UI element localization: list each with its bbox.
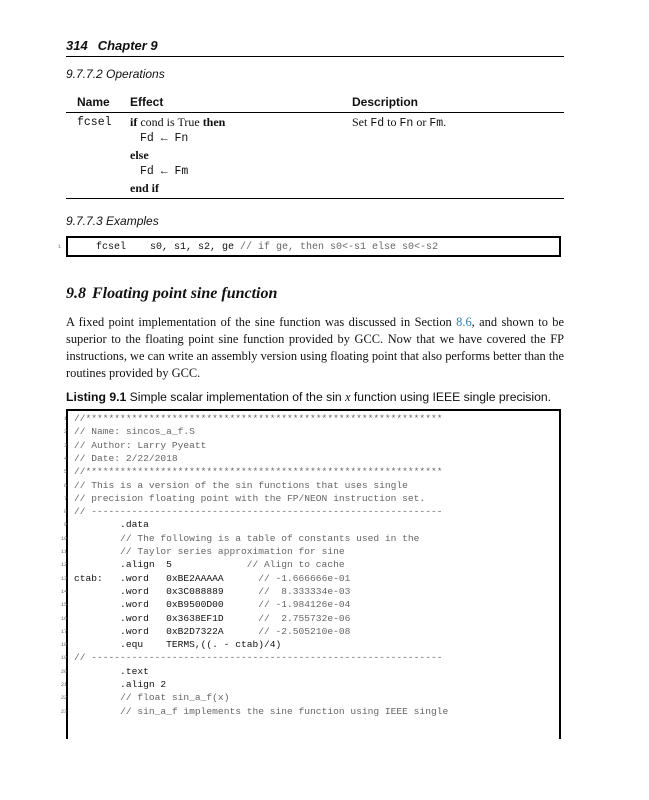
listing-label: Listing 9.1 — [66, 390, 127, 404]
example-line-number: 1 — [58, 244, 62, 250]
code-comment: // Align to cache — [246, 559, 345, 571]
code-line — [74, 533, 419, 544]
section-reference-link[interactable]: 8.6 — [456, 315, 472, 329]
code-line-number: 15 — [60, 602, 67, 609]
code-text: .word 0x3C088889 — [74, 585, 259, 597]
code-line — [74, 440, 206, 451]
code-line-number: 11 — [60, 549, 67, 555]
keyword-else: else — [130, 148, 149, 162]
instruction-name: fcsel — [77, 116, 112, 129]
code-text — [74, 706, 120, 717]
column-header-description: Description — [352, 95, 419, 109]
chapter-label: Chapter 9 — [97, 38, 158, 53]
desc-to: to — [384, 115, 400, 129]
column-header-name: Name — [77, 95, 110, 109]
code-line-number: 20 — [60, 668, 67, 675]
code-comment: // precision floating point with the FP/NEON instruction set. — [74, 492, 426, 504]
code-line-number: 14 — [60, 588, 67, 595]
code-line-number: 9 — [63, 522, 67, 529]
keyword-end-if: end if — [130, 181, 160, 195]
description-text — [352, 115, 446, 130]
code-comment: // ------------------------------------------------------------- — [74, 652, 443, 664]
code-comment: // 8.333334e-03 — [258, 585, 351, 597]
operations-heading: 9.7.7.2 Operations — [66, 67, 165, 81]
listing-caption — [66, 390, 551, 405]
example-code-box — [66, 236, 561, 257]
section-number: 9.8 — [66, 285, 86, 302]
code-line — [74, 586, 350, 597]
caption-before: Simple scalar implementation of the sin — [129, 390, 342, 404]
desc-or: or — [413, 115, 430, 129]
caption-var: x — [345, 390, 351, 404]
code-line-number: 19 — [60, 655, 67, 662]
code-line-number: 6 — [63, 482, 67, 489]
example-code: fcsel s0, s1, s2, ge — [96, 242, 241, 253]
code-line — [74, 573, 350, 584]
code-line — [74, 639, 281, 650]
code-text: ctab: .word 0xBE2AAAAA — [74, 572, 259, 584]
code-line — [74, 666, 149, 677]
code-comment: // The following is a table of constants used in the — [120, 532, 420, 544]
code-comment: // Date: 2/22/2018 — [74, 452, 178, 464]
page-number: 314 — [66, 38, 88, 53]
column-header-effect: Effect — [130, 95, 164, 109]
code-line-number: 8 — [63, 509, 67, 516]
code-comment: // float sin_a_f(x) — [120, 692, 230, 704]
caption-after: function using IEEE single precision. — [350, 390, 552, 404]
code-line — [74, 613, 350, 624]
code-line — [74, 466, 442, 477]
listing-code-box — [60, 409, 561, 739]
code-line-number: 22 — [60, 695, 67, 702]
code-line-number: 7 — [63, 495, 67, 502]
code-text: .align 2 — [74, 679, 167, 690]
section-title-text: Floating point sine function — [92, 285, 278, 302]
code-line — [74, 480, 408, 491]
code-line-number: 3 — [63, 442, 67, 449]
code-line — [74, 413, 442, 424]
code-line-number: 17 — [60, 628, 67, 635]
code-text: .word 0xB2D7322A — [74, 625, 259, 637]
keyword-then: then — [202, 115, 226, 129]
example-comment: // if ge, then s0<-s1 else s0<-s2 — [240, 242, 439, 253]
code-comment: // Author: Larry Pyeatt — [74, 439, 207, 451]
desc-fm: Fm — [429, 117, 444, 130]
code-line-number: 12 — [60, 562, 67, 569]
keyword-if: if — [130, 115, 138, 129]
running-header — [66, 38, 158, 53]
table-rule-bottom — [66, 198, 564, 199]
code-line — [74, 506, 442, 517]
code-comment: // ------------------------------------------------------------- — [74, 506, 443, 518]
code-text: .text — [74, 665, 149, 677]
code-line — [74, 626, 350, 637]
code-comment: // -1.666666e-01 — [258, 572, 351, 584]
code-text: .align 5 — [74, 559, 247, 571]
code-line — [74, 519, 149, 530]
code-text — [74, 533, 120, 544]
example-code-line — [96, 242, 438, 253]
code-line-number: 13 — [60, 575, 67, 582]
code-text: .equ TERMS,((. - ctab)/4) — [74, 639, 282, 651]
code-line-number: 4 — [63, 455, 67, 462]
paragraph-part-2: , and shown to be superior to the floating point sine function provided by GCC. Now that we have covered the FP instructions, we can write an assembly version using floating point that also performs better than the routines provided by GCC. — [66, 315, 564, 380]
code-line — [74, 652, 442, 663]
code-line-number: 16 — [60, 615, 67, 622]
code-line — [74, 546, 345, 557]
code-comment: // -2.505210e-08 — [258, 625, 351, 637]
code-line — [74, 679, 166, 690]
code-line — [74, 706, 448, 717]
code-comment: // sin_a_f implements the sine function using IEEE single — [120, 705, 449, 717]
code-line-number: 10 — [60, 535, 67, 542]
code-line — [74, 453, 178, 464]
effect-assign-fn: Fd ← Fn — [140, 132, 189, 145]
code-comment: //************************************************************** — [74, 413, 443, 424]
code-text: .data — [74, 519, 149, 531]
code-text — [74, 546, 120, 557]
code-comment: // -1.984126e-04 — [258, 599, 351, 611]
code-line — [74, 559, 345, 570]
code-comment: // Taylor series approximation for sine — [120, 546, 345, 557]
code-line-number: 2 — [63, 429, 67, 436]
code-line-number: 23 — [60, 708, 67, 715]
effect-cond: cond is True — [137, 115, 203, 129]
code-comment: // This is a version of the sin functions that uses single — [74, 479, 408, 491]
code-text: .word 0xB9500D00 — [74, 599, 259, 611]
code-comment: // 2.755732e-06 — [258, 612, 351, 624]
code-line — [74, 599, 350, 610]
examples-heading: 9.7.7.3 Examples — [66, 214, 159, 228]
code-line-number: 5 — [63, 469, 67, 476]
code-line — [74, 692, 229, 703]
paragraph-part-1: A fixed point implementation of the sine function was discussed in Section — [66, 315, 457, 329]
table-rule-header — [66, 112, 564, 113]
code-line-number: 21 — [60, 682, 67, 688]
code-comment: //************************************************************** — [74, 466, 443, 478]
code-line-number: 18 — [60, 642, 67, 649]
section-title — [66, 285, 277, 303]
section-paragraph — [66, 314, 564, 382]
desc-suffix: . — [443, 115, 447, 129]
code-text: .word 0x3638EF1D — [74, 612, 259, 624]
desc-fn: Fn — [399, 117, 414, 130]
code-comment: // Name: sincos_a_f.S — [74, 426, 195, 438]
effect-if-line — [130, 115, 225, 130]
effect-assign-fm: Fd ← Fm — [140, 165, 189, 178]
code-line — [74, 426, 195, 437]
desc-prefix: Set — [352, 115, 371, 129]
code-text — [74, 692, 120, 703]
desc-fd: Fd — [370, 117, 385, 130]
header-rule — [66, 56, 564, 57]
code-line-number: 1 — [63, 416, 67, 422]
code-line — [74, 493, 425, 504]
